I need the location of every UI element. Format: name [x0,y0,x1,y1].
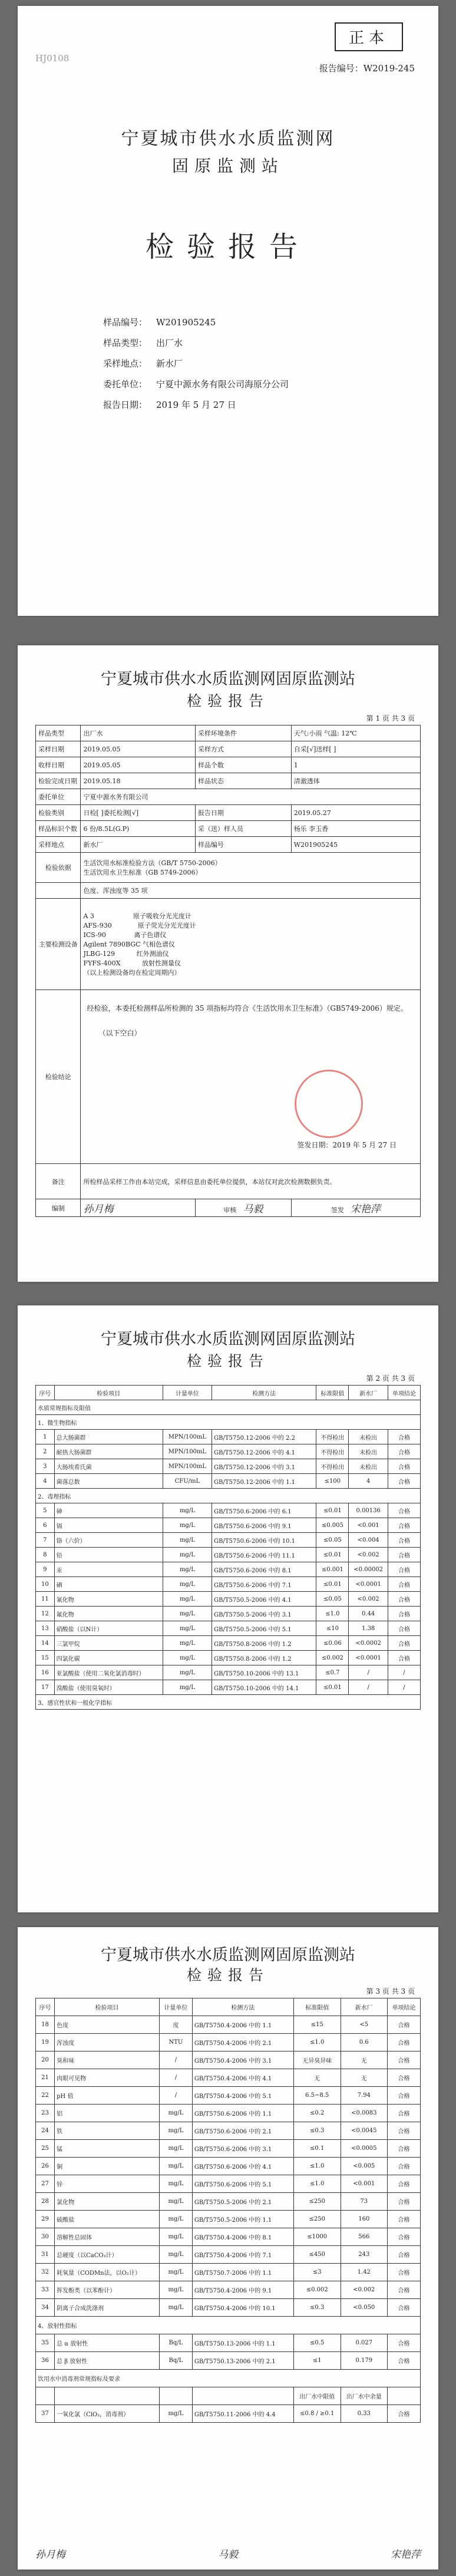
table-row: 17 溴酸盐（使用臭氧时） mg/L GB/T5750.10-2006 中的 14.1 ≤0.01 / / [36,1680,421,1695]
table-row: 35 总 α 放射性 Bq/L GB/T5750.13-2006 中的 1.1 ≤0.5 0.027 合格 [36,2334,421,2352]
section-row: 1、微生物指标 [36,1415,421,1430]
table-row: 色度、浑浊度等 35 项 [36,883,421,899]
table-row: 16 亚氯酸盐（使用二氧化氯消毒时） mg/L GB/T5750.10-2006 中的 13.1 ≤0.7 / / [36,1665,421,1680]
table-row: 18 色度 度 GB/T5750.4-2006 中的 1.1 ≤15 <5 合格 [36,2016,421,2034]
cover-fields [103,312,289,415]
org-station: 固原监测站 [171,156,284,176]
blank-note: （以下空白） [98,1029,141,1037]
table-row: 26 铜 mg/L GB/T5750.6-2006 中的 4.1 ≤1.0 <0.005 合格 [36,2158,421,2175]
summary-page [18,645,438,1282]
table-row: 5 砷 mg/L GB/T5750.6-2006 中的 6.1 ≤0.01 0.00136 合格 [36,1503,421,1518]
cover-field: 采样地点： 新水厂 [103,358,183,369]
table-row: 采样地点 新水厂 样品编号 W201905245 [36,837,421,853]
results-table-1 [35,1385,421,1710]
results-page-1 [18,1305,438,1912]
table-row: 出厂水中限值 出厂水中余量 [36,2387,421,2405]
faded-code: HJ0108 [35,53,70,64]
section-row: 2、毒理指标 [36,1489,421,1503]
results-table-2 [35,1998,421,2423]
cover-field: 样品类型： 出厂水 [103,338,183,348]
page-title: 宁夏城市供水水质监测网固原监测站 [101,1946,355,1964]
table-row: 34 阴离子合成洗涤剂 mg/L GB/T5750.4-2006 中的 10.1 ≤0.3 <0.050 合格 [36,2299,421,2317]
table-row: 24 铁 mg/L GB/T5750.6-2006 中的 2.1 ≤0.3 <0.0045 合格 [36,2122,421,2140]
table-row: 4 菌落总数 CFU/mL GB/T5750.12-2006 中的 1.1 ≤100 4 合格 [36,1474,421,1489]
page-number: 第 2 页 共 3 页 [366,1374,415,1383]
report-title: 检验报告 [145,230,310,263]
table-header-row: 序号 检验项目 计量单位 检测方法 标准限值 新水厂 单项结论 [36,1998,421,2016]
table-row: 检验类别 日检[ ]委托检测[√] 报告日期 2019.05.27 [36,805,421,821]
table-row: 检验完成日期 2019.05.18 样品状态 清澈透体 [36,773,421,789]
page-title: 宁夏城市供水水质监测网固原监测站 [101,1330,355,1348]
section-row: 饮用水中消毒剂常规指标及要求 [36,2370,421,2387]
table-row: 备注 所检样品采样工作由本站完成，采样信息由委托单位提供，本站仅对此次检测数据负责。 [36,1164,421,1199]
table-row: 27 锌 mg/L GB/T5750.6-2006 中的 5.1 ≤1.0 <0.001 合格 [36,2175,421,2193]
table-row: 15 四氯化碳 mg/L GB/T5750.8-2006 中的 1.2 ≤0.002 <0.0001 合格 [36,1651,421,1665]
table-row: 委托单位 宁夏中源水务有限公司 [36,789,421,805]
table-row: 8 铅 mg/L GB/T5750.6-2006 中的 11.1 ≤0.01 <0.002 合格 [36,1548,421,1562]
table-header-row: 序号 检验项目 计量单位 检测方法 标准限值 新水厂 单项结论 [36,1386,421,1400]
table-row: 7 铬（六价） mg/L GB/T5750.6-2006 中的 10.1 ≤0.05 <0.004 合格 [36,1533,421,1548]
table-row: 收样日期 2019.05.05 样品个数 1 [36,757,421,773]
page-number: 第 3 页 共 3 页 [366,1987,415,1996]
page-title: 宁夏城市供水水质监测网固原监测站 [101,670,355,688]
section-row: 3、感官性状和一般化学指标 [36,1695,421,1710]
section-row: 4、放射性指标 [36,2317,421,2334]
table-row: 1 总大肠菌群 MPN/100mL GB/T5750.12-2006 中的 2.2 不得检出 未检出 合格 [36,1430,421,1444]
page-subtitle: 检验报告 [186,1353,269,1370]
cover-field: 报告日期： 2019 年 5 月 27 日 [103,400,236,410]
table-row: 6 镉 mg/L GB/T5750.6-2006 中的 9.1 ≤0.005 <0.001 合格 [36,1518,421,1533]
table-row: 28 氯化物 mg/L GB/T5750.5-2006 中的 2.1 ≤250 73 合格 [36,2193,421,2211]
conclusion-text: 经检验，本委托检测样品所检测的 35 项指标均符合《生活饮用水卫生标准》（GB5749-2006）规定。 [87,1004,408,1012]
compiler-signature: 孙月梅 [35,2549,65,2561]
table-row: 样品标识个数 6 份/8.5L(G.P) 采（送）样人员 杨乐 李玉香 [36,821,421,837]
table-row: 3 大肠埃希氏菌 MPN/100mL GB/T5750.12-2006 中的 3.1 不得检出 未检出 合格 [36,1459,421,1474]
report-number: 报告编号：W2019-245 [319,63,415,74]
official-seal [295,1070,363,1138]
summary-table [35,725,421,1217]
compiler-signature: 孙月梅 [83,1203,114,1215]
signature-row: 编制 孙月梅 审核 马毅 签发 宋艳萍 [36,1199,421,1217]
page-number: 第 1 页 共 3 页 [366,714,415,723]
table-row: 检验结论 经检验，本委托检测样品所检测的 35 项指标均符合《生活饮用水卫生标准》（GB5749-2006）规定。 （以下空白） 签发日期：2019 年 5 月 27 日 [36,990,421,1164]
table-row: 19 浑浊度 NTU GB/T5750.4-2006 中的 2.1 ≤1.0 0.6 合格 [36,2034,421,2051]
issuer-signature: 宋艳萍 [350,1203,381,1215]
table-row: 31 总硬度（以CaCO₃计） mg/L GB/T5750.4-2006 中的 7.1 ≤450 243 合格 [36,2246,421,2264]
table-row: 12 氟化物 mg/L GB/T5750.5-2006 中的 3.1 ≤1.0 0.44 合格 [36,1607,421,1621]
org-name: 宁夏城市供水水质监测网 [121,128,335,149]
table-row: 10 硒 mg/L GB/T5750.6-2006 中的 7.1 ≤0.01 <0.0001 合格 [36,1577,421,1592]
cover-field: 委托单位： 宁夏中源水务有限公司海原分公司 [103,379,289,390]
sign-date: 签发日期：2019 年 5 月 27 日 [297,1141,396,1149]
table-row: 37 一氧化氯（ClO₂，消毒剂） mg/L GB/T5750.11-2006 中的 4.4 ≤0.8 / ≥0.1 0.33 合格 [36,2405,421,2423]
reviewer-signature: 马毅 [218,2549,238,2561]
table-row: 20 臭和味 / GB/T5750.4-2006 中的 3.1 无异臭异味 无 合格 [36,2051,421,2069]
table-row: 检验依据 生活饮用水标准检验方法（GB/T 5750-2006） 生活饮用水卫生标准（GB 5749-2006） [36,853,421,883]
section-row: 水质常规指标及限值 [36,1400,421,1415]
cover-field: 样品编号： W201905245 [103,317,216,328]
table-row: 29 硫酸盐 mg/L GB/T5750.5-2006 中的 1.1 ≤250 160 合格 [36,2211,421,2228]
table-row: 主要检测设备 A 3 原子吸收分光光度计 AFS-930 原子荧光分光光度计 ICS-90 离子色谱仪 Agilent 7890BGC 气相色谱仪 JLBG-129 红外测油仪 FYFS-400X 放射性测量仪 （以上检测设备均在检定周期内） [36,899,421,990]
table-row: 25 锰 mg/L GB/T5750.6-2006 中的 3.1 ≤0.1 <0.0005 合格 [36,2140,421,2158]
table-row: 30 溶解性总固体 mg/L GB/T5750.4-2006 中的 8.1 ≤1000 566 合格 [36,2228,421,2246]
table-row: 2 耐热大肠菌群 MPN/100mL GB/T5750.12-2006 中的 4.1 不得检出 未检出 合格 [36,1444,421,1459]
page-subtitle: 检验报告 [186,1967,269,1984]
table-row: 9 汞 mg/L GB/T5750.6-2006 中的 8.1 ≤0.001 <0.00002 合格 [36,1562,421,1577]
table-row: 采样日期 2019.05.05 采样方式 自采[√]送样[ ] [36,741,421,757]
table-row: 33 挥发酚类（以苯酚计） mg/L GB/T5750.4-2006 中的 9.1 ≤0.002 <0.002 合格 [36,2281,421,2299]
page-subtitle: 检验报告 [186,692,269,710]
table-row: 11 氰化物 mg/L GB/T5750.5-2006 中的 4.1 ≤0.05 <0.002 合格 [36,1592,421,1607]
issuer-signature: 宋艳萍 [391,2549,421,2561]
table-row: 36 总 β 放射性 Bq/L GB/T5750.13-2006 中的 2.1 ≤1 0.179 合格 [36,2352,421,2370]
table-row: 22 pH 值 / GB/T5750.4-2006 中的 5.1 6.5~8.5 7.94 合格 [36,2087,421,2105]
table-row: 14 三氯甲烷 mg/L GB/T5750.8-2006 中的 1.2 ≤0.06 <0.0002 合格 [36,1636,421,1651]
reviewer-signature: 马毅 [243,1203,263,1215]
table-row: 样品类型 出厂水 采样环境条件 天气:小雨 气温: 12℃ [36,725,421,741]
table-row: 21 肉眼可见物 / GB/T5750.4-2006 中的 4.1 无 无 合格 [36,2069,421,2087]
table-row: 32 耗氧量（CODMn法，以O₂计） mg/L GB/T5750.7-2006 中的 1.1 ≤3 1.42 合格 [36,2264,421,2281]
table-row: 23 铝 mg/L GB/T5750.6-2006 中的 1.1 ≤0.2 <0.0083 合格 [36,2105,421,2122]
footer-signatures [35,2546,421,2561]
cover-page [18,6,438,616]
original-copy-stamp: 正本 [335,22,403,51]
table-row: 13 硝酸盐（以N计） mg/L GB/T5750.5-2006 中的 5.1 ≤10 1.38 合格 [36,1621,421,1636]
results-page-2 [18,1927,438,2570]
